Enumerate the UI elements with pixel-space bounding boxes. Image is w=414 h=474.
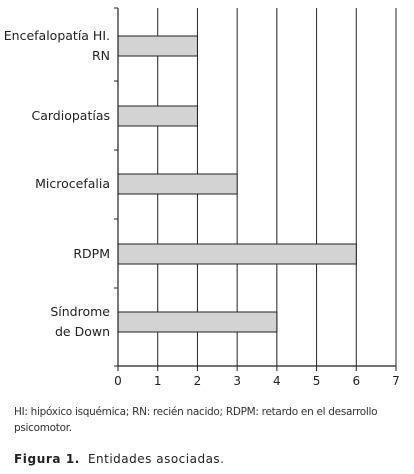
category-label-1-line-1: Encefalopatía HI. [3, 28, 110, 43]
x-tick-label-5: 5 [312, 374, 321, 388]
category-label-2: Cardiopatías [31, 108, 110, 123]
category-label-5-line-1: Síndrome [50, 304, 110, 319]
category-label-1-line-2: RN [91, 48, 110, 63]
x-tick-label-4: 4 [273, 374, 281, 388]
x-tick-label-0: 0 [114, 374, 122, 388]
figure-caption-title: Entidades asociadas. [87, 452, 225, 466]
bar-2 [118, 106, 197, 126]
x-tick-label-2: 2 [193, 374, 202, 388]
figure-caption [14, 452, 225, 466]
category-label-5-line-2: de Down [54, 324, 110, 339]
bar-4 [118, 244, 356, 264]
figure-footnote: HI: hipóxico isquémica; RN: recién nacido; RDPM: retardo en el desarrollo psicomotor. [14, 406, 378, 434]
bar-5 [118, 312, 277, 332]
bar-3 [118, 174, 237, 194]
x-tick-label-1: 1 [153, 374, 162, 388]
category-label-3: Microcefalia [35, 176, 110, 191]
x-tick-label-7: 7 [392, 374, 400, 388]
category-label-4: RDPM [73, 246, 110, 261]
x-tick-label-3: 3 [233, 374, 241, 388]
figure-caption-label: Figura 1. [14, 452, 80, 466]
bar-1 [118, 36, 197, 56]
x-tick-label-6: 6 [352, 374, 361, 388]
